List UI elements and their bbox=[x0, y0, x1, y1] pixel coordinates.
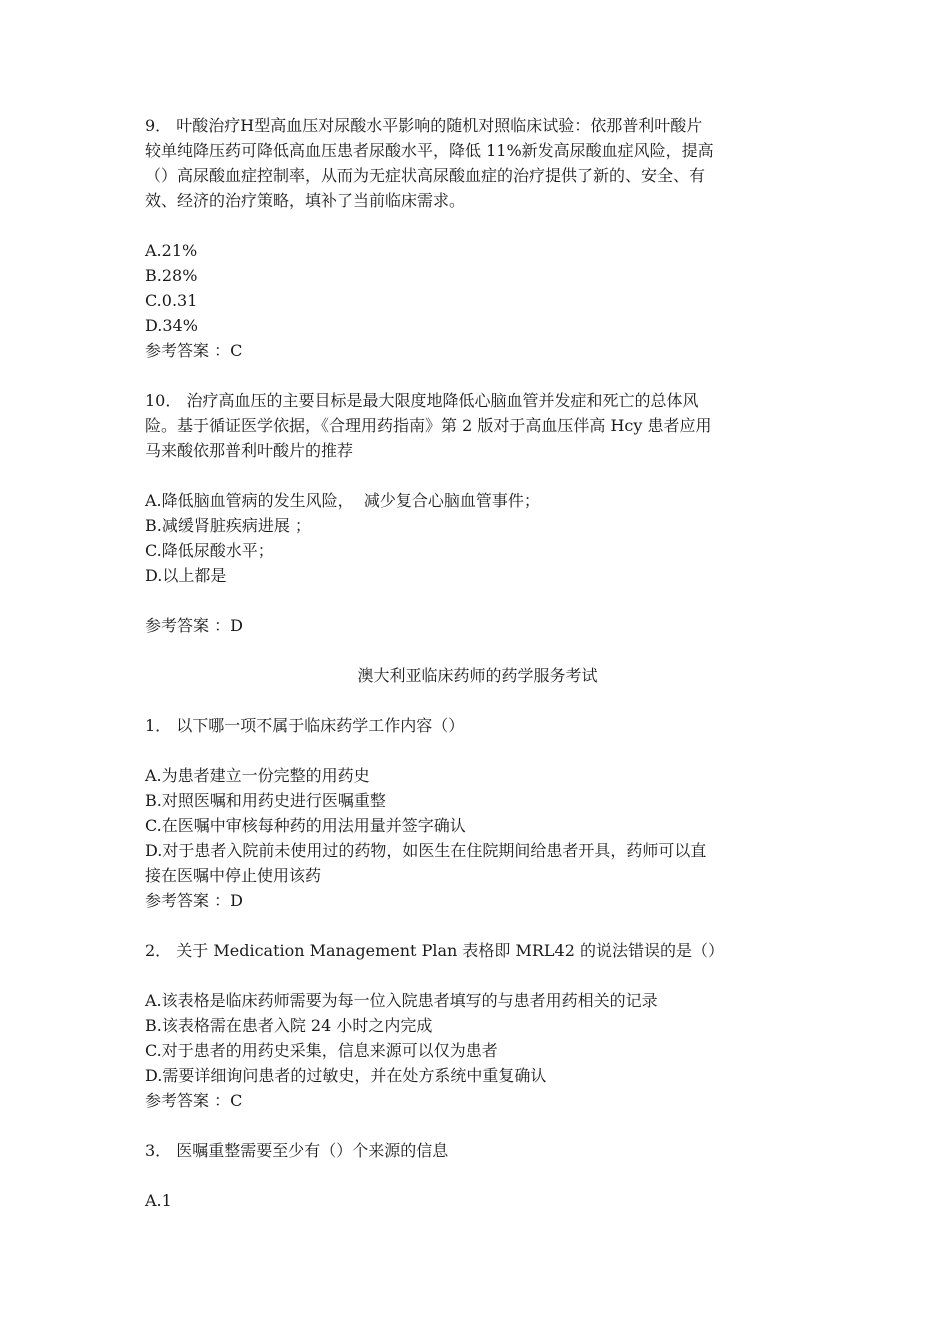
question-10-line-1: 10． 治疗高血压的主要目标是最大限度地降低心脑血管并发症和死亡的总体风 bbox=[145, 391, 699, 410]
question-line: 2． 关于 Medication Management Plan 表格即 MRL42 的说法错误的是（） bbox=[145, 941, 724, 960]
question-9-line-3: （）高尿酸血症控制率，从而为无症状高尿酸血症的治疗提供了新的、安全、有 bbox=[145, 166, 706, 185]
option-b: B.28% bbox=[145, 266, 198, 285]
answer: 参考答案 ：D bbox=[145, 891, 243, 910]
question-10-line-3: 马来酸依那普利叶酸片的推荐 bbox=[145, 441, 354, 460]
option-c: C.在医嘱中审核每种药的用法用量并签字确认 bbox=[145, 816, 466, 835]
option-b: B.减缓肾脏疾病进展 ； bbox=[145, 516, 311, 535]
option-c: C.对于患者的用药史采集，信息来源可以仅为患者 bbox=[145, 1041, 498, 1060]
document-page bbox=[145, 113, 810, 1213]
option-a: A.21% bbox=[145, 241, 198, 260]
answer: 参考答案 ：C bbox=[145, 1091, 243, 1110]
option-c: C.0.31 bbox=[145, 291, 198, 310]
option-a: A.为患者建立一份完整的用药史 bbox=[145, 766, 370, 785]
section-title: 澳大利亚临床药师的药学服务考试 bbox=[357, 666, 598, 685]
option-d-continued: 接在医嘱中停止使用该药 bbox=[145, 866, 322, 885]
option-a: A.降低脑血管病的发生风险， 减少复合心脑血管事件； bbox=[145, 491, 540, 510]
question-10-line-2: 险。基于循证医学依据，《合理用药指南》第 2 版对于高血压伴高 Hcy 患者应用 bbox=[145, 416, 712, 435]
option-d: D.需要详细询问患者的过敏史，并在处方系统中重复确认 bbox=[145, 1066, 547, 1085]
question-9-line-2: 较单纯降压药可降低高血压患者尿酸水平，降低 11%新发高尿酸血症风险，提高 bbox=[145, 141, 714, 160]
option-a: A.该表格是临床药师需要为每一位入院患者填写的与患者用药相关的记录 bbox=[145, 991, 658, 1010]
option-a: A.1 bbox=[145, 1191, 172, 1210]
question-line: 1． 以下哪一项不属于临床药学工作内容（） bbox=[145, 716, 465, 735]
option-b: B.对照医嘱和用药史进行医嘱重整 bbox=[145, 791, 386, 810]
question-line: 3． 医嘱重整需要至少有（）个来源的信息 bbox=[145, 1141, 449, 1160]
question-9-line-4: 效、经济的治疗策略，填补了当前临床需求。 bbox=[145, 191, 466, 210]
answer: 参考答案 ：D bbox=[145, 616, 243, 635]
question-9 bbox=[145, 113, 810, 363]
section-question-1 bbox=[145, 713, 810, 913]
question-10 bbox=[145, 388, 810, 638]
answer: 参考答案 ：C bbox=[145, 341, 243, 360]
option-d: D.以上都是 bbox=[145, 566, 227, 585]
option-d: D.对于患者入院前未使用过的药物，如医生在住院期间给患者开具，药师可以直 bbox=[145, 841, 707, 860]
option-c: C.降低尿酸水平； bbox=[145, 541, 274, 560]
section-question-2 bbox=[145, 938, 810, 1113]
option-b: B.该表格需在患者入院 24 小时之内完成 bbox=[145, 1016, 433, 1035]
question-9-line-1: 9． 叶酸治疗H型高血压对尿酸水平影响的随机对照临床试验：依那普利叶酸片 bbox=[145, 116, 703, 135]
option-d: D.34% bbox=[145, 316, 198, 335]
section-question-3 bbox=[145, 1138, 810, 1213]
